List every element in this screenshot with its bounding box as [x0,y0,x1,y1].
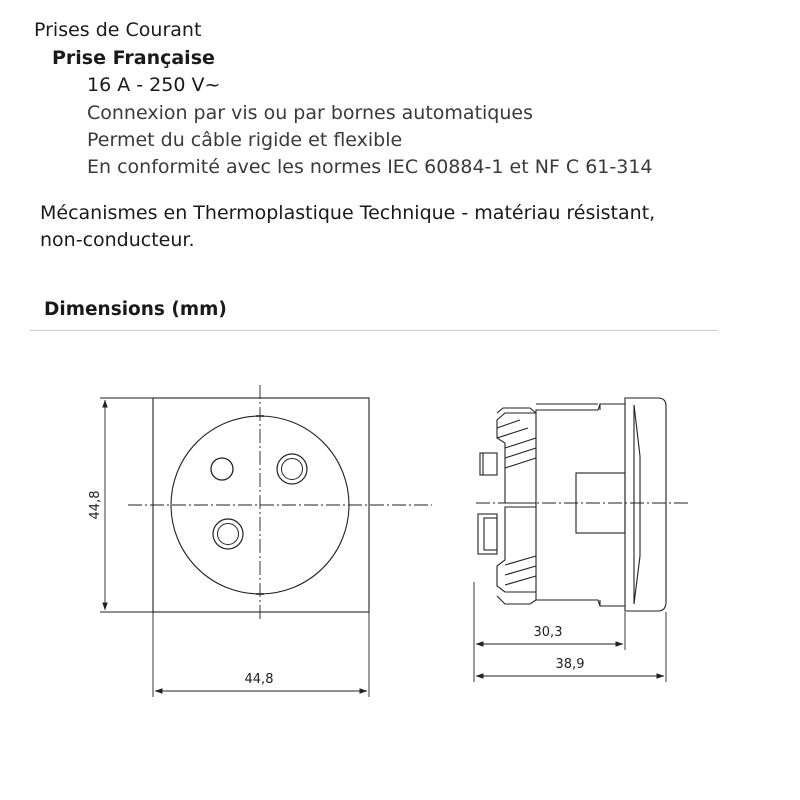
front-height-label: 44,8 [88,490,103,520]
feature-item: Permet du câble rigide et flexible [87,129,403,151]
dimensions-heading: Dimensions (mm) [44,299,227,320]
side-depth-total-label: 38,9 [555,657,585,672]
feature-item: En conformité avec les normes IEC 60884-1 et NF C 61-314 [87,156,653,178]
product-title: Prise Française [52,47,215,69]
earth-pin [211,458,233,480]
side-view [478,398,666,611]
rating-text: 16 A - 250 V~ [87,74,221,96]
front-width-label: 44,8 [244,672,274,687]
category-title: Prises de Courant [34,19,202,41]
centerlines [128,385,432,622]
feature-item: Connexion par vis ou par bornes automatiques [87,102,533,124]
front-view [128,385,432,622]
material-line-1: Mécanismes en Thermoplastique Technique - matériau résistant, [40,202,656,224]
side-front-plate [625,398,666,611]
side-body [536,404,625,606]
side-depth-inner-label: 30,3 [533,625,563,640]
material-line-2: non-conducteur. [40,229,195,251]
